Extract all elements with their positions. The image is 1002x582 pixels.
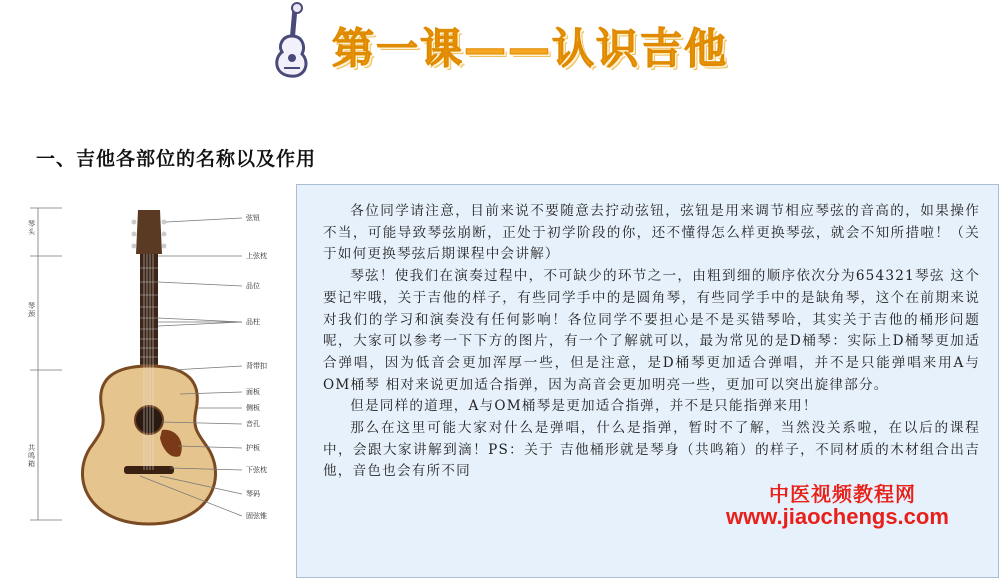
part-label: 侧板 bbox=[246, 404, 260, 412]
notice-paragraph: 但是同样的道理，A与OM桶琴是更加适合指弹，并不是只能指弹来用！ bbox=[350, 398, 818, 415]
region-label-neck: 琴颈 bbox=[28, 302, 35, 318]
part-label: 背带扣 bbox=[246, 362, 267, 370]
guitar-anatomy-diagram bbox=[30, 198, 290, 528]
region-label-head: 琴头 bbox=[28, 220, 35, 236]
part-label: 琴码 bbox=[246, 490, 260, 498]
notice-paragraph: 各位同学请注意，目前来说不要随意去拧动弦钮，弦钮是用来调节相应琴弦的音高的，如果操作不当，可能导致琴弦崩断，正处于初学阶段的你，还不懂得怎么样更换琴弦，就会不知所措啦！（关于如何更换琴弦后期课程中会讲解） bbox=[323, 203, 980, 263]
notice-paragraph: 琴弦！使我们在演奏过程中，不可缺少的环节之一，由粗到细的顺序依次分为654321琴弦 这个要记牢哦，关于吉他的样子，有些同学手中的是圆角琴，有些同学手中的是缺角琴，这个在前期来说对我们的学习和演奏没有任何影响！各位同学不要担心是不是买错琴哈，其实关于吉他的桶形问题呢，大家可以参考一下下方的图片，有一个了解就可以，最为常见的是D桶琴：实际上D桶琴更加适合弹唱，因为低音会更加浑厚一些，但是注意，是D桶琴更加适合弹唱，并不是只能弹唱来用A与OM桶琴 相对来说更加适合指弹，因为高音会更加明亮一些，更加可以突出旋律部分。 bbox=[323, 268, 980, 393]
part-label: 品位 bbox=[246, 282, 260, 290]
part-label: 护板 bbox=[246, 444, 260, 452]
notice-paragraph: 那么在这里可能大家对什么是弹唱，什么是指弹，暂时不了解，当然没关系啦，在以后的课程中，会跟大家讲解到滴！PS：关于 吉他桶形就是琴身（共鸣箱）的样子，不同材质的木材组合出吉他，音色也会有所不同 bbox=[323, 420, 980, 480]
part-label: 面板 bbox=[246, 388, 260, 396]
part-label: 品柱 bbox=[246, 318, 260, 326]
part-label: 音孔 bbox=[246, 420, 260, 428]
part-label: 下弦枕 bbox=[246, 466, 267, 474]
watermark-url: www.jiaochengs.com bbox=[726, 504, 949, 529]
part-label: 上弦枕 bbox=[246, 252, 267, 260]
guitar-icon bbox=[264, 2, 318, 82]
region-label-body: 共鸣箱 bbox=[28, 444, 35, 468]
part-label: 弦钮 bbox=[246, 214, 260, 222]
lesson-title: 第一课——认识吉他 bbox=[332, 24, 729, 73]
section-heading: 一、吉他各部位的名称以及作用 bbox=[36, 148, 317, 170]
part-label: 固弦锥 bbox=[246, 512, 267, 520]
watermark-site-name: 中医视频教程网 bbox=[769, 482, 916, 506]
